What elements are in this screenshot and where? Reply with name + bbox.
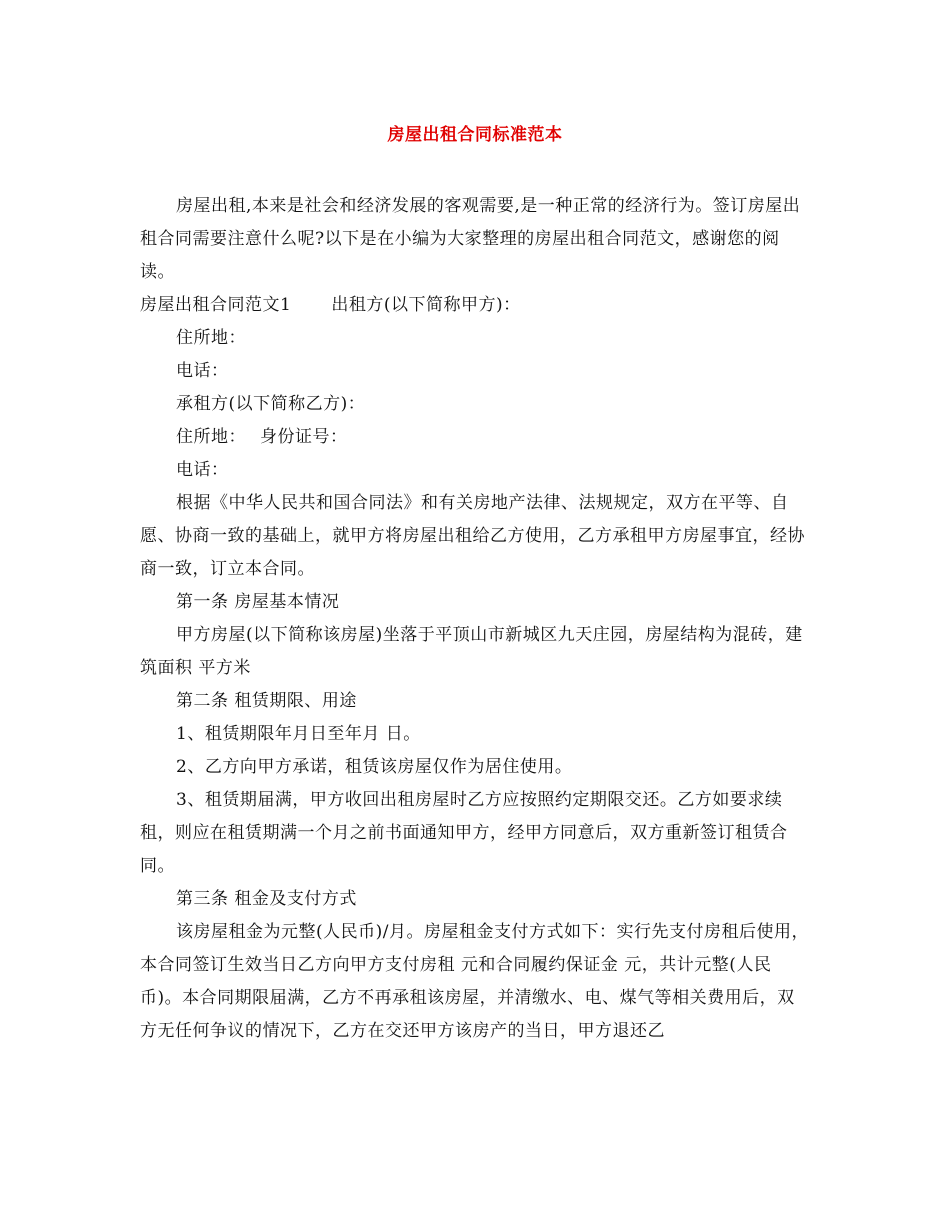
sample-label: 房屋出租合同范文1: [140, 295, 292, 315]
article1-body: 甲方房屋(以下简称该房屋)坐落于平顶山市新城区九天庄园，房屋结构为混砖，建筑面积 平方米: [140, 625, 803, 678]
residence-id-line: [140, 421, 810, 454]
article3-heading: 第三条 租金及支付方式: [176, 889, 357, 909]
document-title: 房屋出租合同标准范本: [387, 125, 563, 145]
document-body: [140, 190, 810, 1048]
lessee-label: 承租方(以下简称乙方)：: [176, 394, 366, 414]
article1-heading: 第一条 房屋基本情况: [176, 592, 340, 612]
article2-item-3: 3、租赁期届满，甲方收回出租房屋时乙方应按照约定期限交还。乙方如要求续租，则应在租赁期满一个月之前书面通知甲方，经甲方同意后，双方重新签订租赁合同。: [140, 790, 788, 876]
basis-paragraph: 根据《中华人民共和国合同法》和有关房地产法律、法规规定，双方在平等、自愿、协商一致的基础上，就甲方将房屋出租给乙方使用，乙方承租甲方房屋事宜，经协商一致，订立本合同。: [140, 493, 805, 579]
residence-label-2: 住所地：: [176, 427, 246, 447]
phone-line-1: 电话：: [176, 361, 229, 381]
id-number-label: 身份证号：: [260, 427, 348, 447]
article2-item-2: 2、乙方向甲方承诺，租赁该房屋仅作为居住使用。: [176, 757, 573, 777]
article3-body: 该房屋租金为元整(人民币)/月。房屋租金支付方式如下：实行先支付房租后使用，本合同签订生效当日乙方向甲方支付房租 元和合同履约保证金 元，共计元整(人民币)。本合同期限届满，乙方不再承租该房屋，并清缴水、电、煤气等相关费用后，双方无任何争议的情况下，乙方在交还甲方该房产的当日，甲方退还乙: [140, 922, 809, 1041]
article2-heading: 第二条 租赁期限、用途: [176, 691, 357, 711]
intro-paragraph: 房屋出租,本来是社会和经济发展的客观需要,是一种正常的经济行为。签订房屋出租合同需要注意什么呢?以下是在小编为大家整理的房屋出租合同范文，感谢您的阅读。: [140, 196, 801, 282]
phone-line-2: 电话：: [176, 460, 229, 480]
sample-header-line: [140, 289, 810, 322]
lessor-label: 出租方(以下简称甲方)：: [331, 295, 521, 315]
residence-line-1: 住所地：: [176, 328, 246, 348]
article2-item-1: 1、租赁期限年月日至年月 日。: [176, 724, 421, 744]
